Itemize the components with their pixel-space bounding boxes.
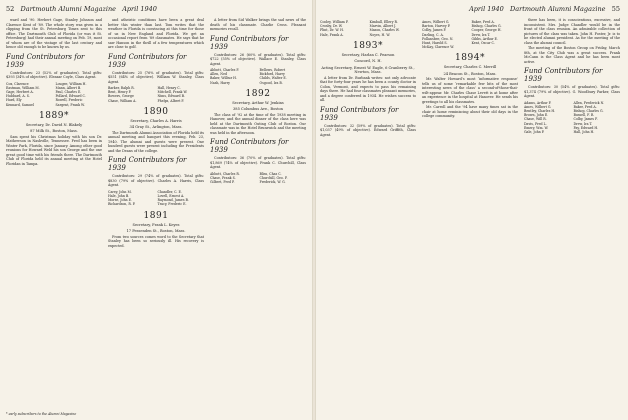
contributor-name: Hall, John H. — [573, 129, 595, 134]
contributor-name: Richardson, R. P. — [108, 202, 136, 207]
footnote: * early subscribers to the Alumni Magazine — [6, 412, 77, 416]
contributor-name: Drew, Ira T. — [471, 32, 491, 37]
page-number: 52 — [6, 5, 15, 13]
contributor-name: Chase, Will R. — [524, 117, 547, 122]
body-text: Mr. Carroll and the ’94 have many times sat in the chair at home reminiscing about their old days in the college community. — [422, 105, 518, 119]
body-text: ward and ’90. Herbert Gage, Stanley Johnson and Clarence Kent of ’89. The whole story was given in a clipping from the St. Petersburg Times sent to this office. The Dartmouth Club of Florida (or was it St. Petersburg) had their annual meeting on Feb. 19, most of whom are of the vintage of the last century and hence old enough to be known by us. — [6, 18, 102, 49]
page-number: 55 — [611, 5, 620, 13]
contributor-name: Abbott, Charles R. — [210, 171, 240, 176]
contributor-name: Kimball, Ellery R. — [369, 20, 398, 24]
contributor-name: Bickford, Harry — [259, 72, 285, 77]
fund-heading: Fund Contributors for 1939 — [210, 34, 289, 51]
contributor-name: Adams, Arthur F. — [524, 100, 552, 105]
fund-stats: Contributors: 23 (52% of graduates). Total gifts: $393 (34% of objective). Eleazar Coyle, Class Agent. — [6, 70, 102, 79]
contributor-list — [108, 190, 204, 207]
contributor-name: Baker, Fred A. — [573, 104, 597, 109]
contributor-name: Nash, Harry — [210, 80, 230, 85]
body-text: The meeting of the Boston Group on Friday, March 8th, at the City Club was a great success. Frank McCann is the Class Agent and he has been most active. — [524, 46, 620, 64]
body-text: there has been, it is conscientious, excessive, and inconsistent. Mrs. Judge Chandler would be in the front of the class reunion. An admirable collection of pictures of the class was taken. John H. Foster, Jr. is to be elected alumni president. As for the meeting of the class the alumni council. — [524, 18, 620, 45]
contributor-name: Bellows, Robert — [259, 68, 286, 72]
right-page — [316, 0, 628, 420]
fund-stats: Contributors: 36 (70% of graduates). Total gifts: $1,869 (74% of objective). Frank C. Churchill, Class Agent. — [210, 156, 306, 170]
contributor-name: Morse, John E. — [108, 198, 132, 203]
class-secretary: Secretary, Frank L. Keyes — [132, 222, 180, 227]
running-head-right — [469, 5, 620, 13]
secretary-address: 87 Milk St., Boston, Mass. — [30, 129, 78, 134]
contributor-name: Allen, Frederick N. — [573, 100, 605, 105]
left-column-3 — [210, 18, 306, 418]
fund-heading: Fund Contributors for 1939 — [6, 52, 85, 69]
contributor-name: Bliss, Chas C. — [259, 171, 282, 176]
contributor-name: Hale, John B. — [108, 194, 130, 199]
fund-stats: Contributors: 25 (76% of graduates). Total gifts: $551 (64% of objective). William W. Stanley, Class Agent. — [108, 70, 204, 84]
contributor-name: Noyes, H. W. — [369, 32, 391, 37]
fund-heading: Fund Contributors for 1939 — [108, 52, 187, 69]
class-year-heading: 1892 — [245, 88, 271, 99]
contributor-name: Drew, Ira T. — [573, 121, 593, 126]
contributor-name: Osgood, Ira B. — [259, 80, 283, 85]
contributor-name: Brown, John E. — [524, 113, 549, 118]
contributor-name: Hall, Henry C. — [157, 86, 181, 90]
contributor-name: Bentley, Charles H. — [524, 108, 556, 113]
contributor-name: Gale, John P. — [524, 129, 545, 134]
contributor-name: Tracy, Frederic E. — [157, 202, 187, 207]
fund-stats: Contributors: 26 (60% of graduates). Total gifts: $722 (55% of objective). Wallace E. Stanley, Class Agent. — [210, 52, 306, 66]
contributor-name: Bishop, Charles G. — [573, 108, 604, 113]
contributor-name: Barker, Ralph R. — [108, 86, 135, 90]
contributor-name: Rowell, Frederic — [55, 98, 83, 103]
secretary-address: 17 Fessenden St., Boston, Mass. — [126, 229, 186, 234]
class-secretary: Secretary, Harlan C. Pearson — [341, 52, 395, 57]
right-column-2 — [422, 18, 518, 418]
contributor-name: Hale, Frank A. — [320, 32, 344, 37]
contributor-name: Colby, James F. — [573, 117, 598, 122]
contributor-name: Hubbard, A. S. — [6, 94, 30, 99]
right-column-3 — [524, 18, 620, 418]
contributor-name: Lougee, William H. — [55, 81, 87, 86]
left-column-2 — [108, 18, 204, 418]
contributor-name: Lovell, Ernest A. — [157, 194, 185, 199]
left-column-1 — [6, 18, 102, 418]
secretary-address: 385 Columbus Ave., Boston — [233, 107, 283, 112]
contributor-list — [210, 172, 306, 185]
contributor-name: Abbott, Charles F. — [210, 68, 240, 72]
contributor-name: Cooley, William F. — [320, 20, 349, 24]
body-text: Sam spent his Christmas holiday with his son Dr. Mathewson in Nashville, Tennessee. Fred has been in Winter Park, Florida, since January. Among other good reunions for Howard Weld his son George and the one great good time with his friends there. The Dartmouth Club of Florida held its annual meeting at the Hotel Floridan in Tampa. — [6, 134, 102, 166]
contributor-name: Bent, Henry P. — [108, 90, 132, 95]
contributor-list — [524, 101, 620, 135]
fund-heading: Fund Contributors for 1939 — [524, 67, 603, 83]
contributor-name: Cox, Clarence — [6, 81, 29, 86]
issue-date: April 1940 — [122, 5, 157, 13]
class-year-heading: 1889* — [39, 110, 69, 121]
contributor-name: Bishop, Charles G. — [471, 24, 502, 29]
contributor-name: Baker, Fred A. — [471, 20, 495, 24]
fund-stats: Contributors: 32 (59% of graduates). Total gifts: $1,037 (49% of objective). Edward Griffith, Class Agent. — [320, 123, 416, 137]
contributor-list — [422, 20, 518, 49]
contributor-name: Phelps, Albert F. — [157, 98, 185, 103]
contributor-name: Emery, Wm. W. — [524, 125, 549, 130]
contributor-name: Childs, Walter E. — [259, 76, 287, 81]
fund-heading: Fund Contributors for 1939 — [210, 138, 289, 155]
body-text: A letter from Sid Walker brings the sad news of the death of his classmate. Charlie Cross. Pleasant memories recall. — [210, 18, 306, 31]
body-text: A letter from Dr. Burbank writes: not only advocate that for forty-four years he has been a county doctor in Colon, Vermont, and expects to pass his remaining days there. He had four classmates pleasant memories, and a degree conferred in 1934. He wishes success to all. — [320, 75, 416, 103]
body-text: and atheistic conditions have been a great deal better this winter than last. Tom writes that the weather in Florida is convincing at this time for those of us in New England and Florida. We get an occasional report from ’89 classmates. He says that he saw Hanson in the thrill of a few temperatures which are close to golf. — [108, 18, 204, 49]
body-text: The Dartmouth Alumni Association of Florida held its annual meeting and banquet this evening, Feb. 23, 1940. The alumni and guests were present. One hundred guests were present including the Presidents and the Deans of the college. — [108, 130, 204, 153]
contributor-list — [108, 86, 204, 103]
contributor-name: Kent, Oscar C. — [471, 41, 495, 46]
contributor-name: Cooper, George H. — [471, 28, 502, 33]
contributor-name: Darling, C. A. — [422, 32, 444, 37]
contributor-name: Gilbert, Fred P. — [210, 180, 235, 185]
class-secretary: Secretary, Dr. David N. Blakely — [25, 122, 83, 127]
contributor-name: Colby, James F. — [422, 28, 447, 33]
contributor-name: Davis, Fred L. — [524, 121, 547, 126]
magazine-title: Dartmouth Alumni Magazine — [20, 5, 116, 13]
contributor-name: Bowers, George — [108, 94, 134, 99]
body-text: The class of ’92 at the time of the 1938 meeting in Hanover, and the annual dinner of the class here was held at the Dartmouth Outing Club of Boston. Our classmate was in the Hotel Brunswick and the meeting was held in the afternoon. — [210, 112, 306, 135]
contributor-name: Sargent, Frank W. — [55, 102, 85, 107]
contributor-name: Allen, Ned — [210, 72, 228, 77]
right-column-1 — [320, 18, 416, 418]
contributor-name: Baker, Wilbur H. — [210, 76, 237, 81]
contributor-name: Hurd, Ely — [6, 98, 22, 103]
contributor-name: Chandler, C. E. — [157, 189, 182, 194]
secretary-address: 34 Gray St., Arlington, Mass. — [129, 125, 183, 130]
contributor-name: Chase, William A. — [108, 98, 137, 103]
contributor-name: Ames, Wilbert G. — [422, 20, 450, 24]
contributor-name: Fay, Edward H. — [573, 125, 599, 130]
contributor-name: Marvin, Albert J. — [369, 24, 397, 29]
contributor-name: Hunt, Harold S. — [422, 41, 448, 46]
contributor-name: Paul, Charles E. — [55, 89, 82, 94]
secretary-address: Concord, N. H. — [354, 59, 382, 64]
contributor-name: Frederick, W. G. — [259, 180, 286, 185]
class-year-heading: 1893* — [353, 40, 383, 51]
contributor-name: Mitchell, Frank W. — [157, 90, 188, 95]
contributor-name: McKay, Clarence W. — [422, 45, 454, 50]
contributor-name: Barton, Harvey P. — [422, 24, 451, 29]
contributor-name: Kennard, Samuel — [6, 102, 34, 107]
secretary-address: 24 Beacon St., Boston, Mass. — [443, 71, 497, 76]
class-secretary: Secretary, Charles A. Harris — [130, 118, 182, 123]
contributor-name: Crosby, Dr. W. — [320, 24, 343, 29]
contributor-name: Bussell, F. R. — [573, 113, 595, 118]
contributor-list — [210, 68, 306, 85]
fund-stats: Contributors: 30 (54% of graduates). Total gifts: $1,374 (79% of objective). G. Woodbury Parker, Class Agent. — [524, 85, 620, 98]
contributor-name: Raymond, James B. — [157, 198, 189, 203]
class-year-heading: 1894* — [455, 53, 485, 64]
body-text: Mr. Walter Howard’s most ‘informative response’ tells us of some ‘remarkable few bits of the most interesting news of the class’ a second-of-those-that-wilt-appear. Mr. Charles Chase Levett is at home after an experience in the hospital at Hanover. He sends his greetings to all his classmates. — [422, 77, 518, 104]
contributor-name: Carey, John M. — [108, 189, 132, 194]
contributor-name: Follansbee, Geo. N. — [422, 36, 454, 41]
contributor-list — [6, 82, 102, 107]
contributor-name: Gage, Herbert A. — [6, 89, 34, 94]
contributor-name: Eastman, William M. — [6, 85, 40, 90]
contributor-name: Mason, Charles W. — [369, 28, 400, 33]
body-text: From two sources comes word to the Secretary that Stanley has been so seriously ill. His recovery is expected. — [108, 234, 204, 248]
contributor-name: Churchill, Geo. F. — [259, 176, 288, 181]
contributor-name: Ames, Wilbert G. — [524, 104, 552, 109]
class-year-heading: 1890 — [143, 106, 169, 117]
class-secretary: Secretary, Charles C. Merrill — [443, 65, 497, 70]
fund-heading: Fund Contributors for 1939 — [320, 105, 399, 122]
contributor-name: Mann, Albert B. — [55, 85, 82, 90]
contributor-name: Flint, Dr. W. H. — [320, 28, 344, 33]
contributor-name: Gibbs, Arthur E. — [471, 36, 498, 41]
magazine-title: Dartmouth Alumni Magazine — [510, 5, 606, 13]
contributor-name: Nims, Edward B. — [157, 94, 185, 99]
fund-stats: Contributors: 29 (74% of graduates). Total gifts: $830 (79% of objective). Charles A. Harris, Class Agent. — [108, 174, 204, 188]
left-page — [0, 0, 312, 420]
contributor-list — [320, 20, 416, 37]
running-head-left — [6, 5, 157, 13]
fund-heading: Fund Contributors for 1939 — [108, 156, 187, 173]
acting-secretary: Acting Secretary, Ernest W. Eagle, 6 Cranberry St., Newton, Mass. — [321, 65, 415, 75]
contributor-name: Chase, Frank S. — [210, 176, 236, 181]
class-year-heading: 1891 — [143, 210, 169, 221]
contributor-name: Pollard, Edward C. — [55, 94, 86, 99]
issue-date: April 1940 — [469, 5, 504, 13]
class-secretary: Secretary, Arthur W. Jenkins — [232, 100, 284, 105]
